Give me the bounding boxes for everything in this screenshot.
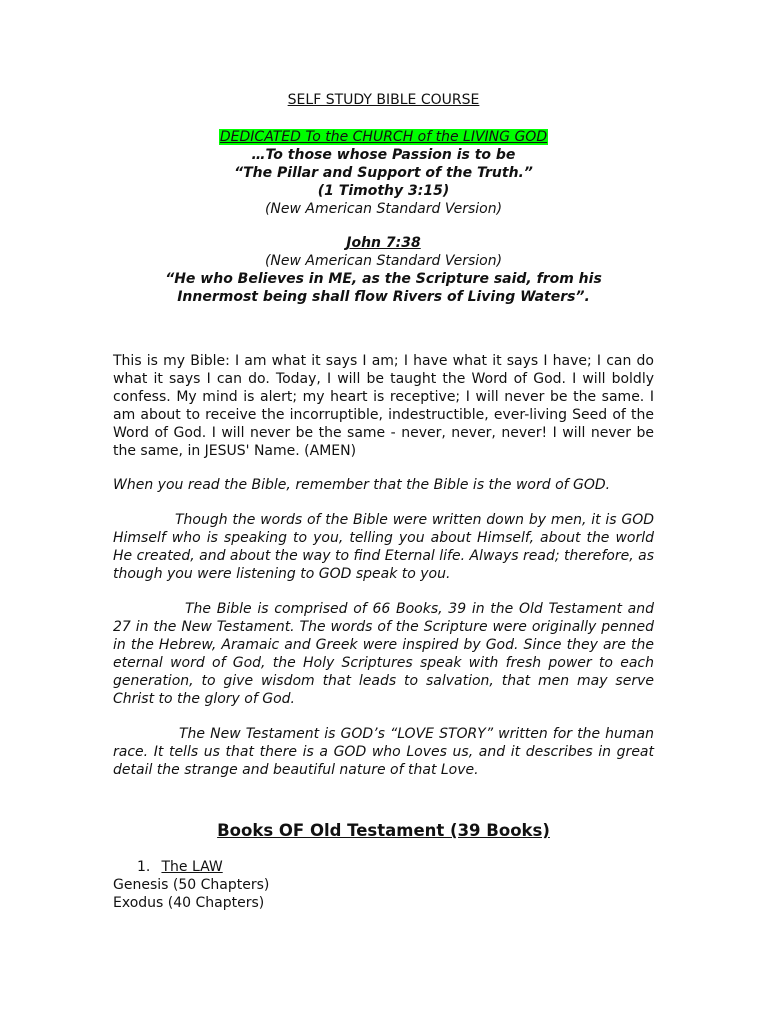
dedication-highlight: DEDICATED To the CHURCH of the LIVING GOD: [219, 129, 548, 145]
old-testament-heading: Books OF Old Testament (39 Books): [217, 821, 550, 840]
words-paragraph: Though the words of the Bible were written down by men, it is GOD Himself who is speaking to you, telling you about Himself, about the world He created, and about the way to find Eternal life. Always read; therefore, as though you were listening to GOD speak to you.: [113, 512, 654, 582]
scripture-reference: John 7:38: [346, 235, 421, 251]
book-entry-exodus: Exodus (40 Chapters): [113, 895, 265, 911]
list-item: [113, 858, 654, 876]
dedication-version: (New American Standard Version): [264, 201, 503, 217]
reminder-paragraph: When you read the Bible, remember that the Bible is the word of GOD.: [113, 477, 611, 493]
dedication-reference: (1 Timothy 3:15): [317, 183, 450, 199]
books-paragraph: The Bible is comprised of 66 Books, 39 in the Old Testament and 27 in the New Testament. The words of the Scripture were originally penned in the Hebrew, Aramaic and Greek were inspired by God. Since they are the eternal word of God, the Holy Scriptures speak with fresh power to each generation, to give wisdom that leads to salvation, that men may serve Christ to the glory of God.: [113, 601, 654, 707]
book-entry-genesis: Genesis (50 Chapters): [113, 877, 270, 893]
scripture-quote-line-1: “He who Believes in ME, as the Scripture said, from his: [165, 271, 602, 287]
document-title: SELF STUDY BIBLE COURSE: [287, 92, 480, 108]
list-item-number: 1.: [137, 859, 151, 875]
dedication-line: [113, 128, 654, 146]
scripture-version: (New American Standard Version): [264, 253, 503, 269]
dedication-subline-1: …To those whose Passion is to be: [251, 147, 516, 163]
dedication-subline-2: “The Pillar and Support of the Truth.”: [234, 165, 533, 181]
love-story-paragraph: The New Testament is GOD’s “LOVE STORY” written for the human race. It tells us that there is a GOD who Loves us, and it describes in great detail the strange and beautiful nature of that Love.: [113, 726, 654, 778]
list-item-label: The LAW: [161, 859, 223, 875]
document-page: [113, 88, 654, 912]
confession-paragraph: This is my Bible: I am what it says I am; I have what it says I have; I can do what it says I can do. Today, I will be taught the Word of God. I will boldly confess. My mind is alert; my heart is receptive; I will never be the same. I am about to receive the incorruptible, indestructible, ever-living Seed of the Word of God. I will never be the same - never, never, never! I will never be the same, in JESUS' Name. (AMEN): [113, 353, 654, 459]
scripture-quote-line-2: Innermost being shall flow Rivers of Living Waters”.: [177, 289, 590, 305]
